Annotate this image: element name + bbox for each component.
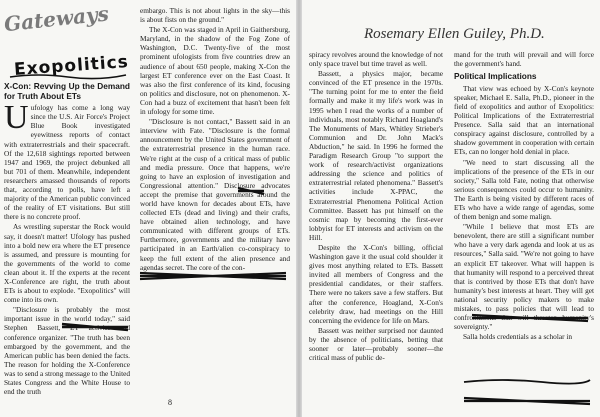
running-head-gateways: Gateways — [2, 1, 110, 37]
paragraph: That view was echoed by X-Con's keynote speaker, Michael E. Salla, Ph.D., pioneer in the field of exopolitics and author of Exopolitics: Political Implications of the Extraterrestrial Presence. Salla said that an international conspiracy against disclosure, controlled by a shadow government in cooperation with certain ETs, can no longer hold denial in place. — [454, 83, 594, 157]
right-column-1 — [309, 6, 443, 406]
running-head-author: Rosemary Ellen Guiley, Ph.D. — [364, 26, 545, 42]
paragraph: "Disclosure is not contact," Bassett said in an interview with Fate. "Disclosure is the formal announcement by the United States government of the extraterrestrial presence in the human race. We're right at the cusp of a critical mass of public and media pressure. Once that happens, we're going to have an explosion of investigation and Congressional attention." Disclosure advocates accept the premise that governments around the world have known for decades about ETs, have collected ETs (dead and living) and their crafts, have obtained alien technology, and have communicated with different groups of ETs. Furthermore, governments and the military have participated in an Earth/alien co-conspiracy to keep the full extent of the alien presence and agendas secret. The core of the con- — [140, 117, 290, 272]
handwritten-title-text: Exopolitics — [13, 52, 130, 80]
drop-cap: U — [4, 99, 29, 137]
paragraph: The X-Con was staged in April in Gaithersburg, Maryland, in the shadow of the Fog Zone of Washington, D.C. Twenty-five of the most prominent ufologists from five countries drew an audience of about 650 people, making X-Con the largest ET conference ever on the East Coast. It was also the first conference of its kind, focusing on politics and disclosure, not on phenomenon. X-Con had a buzz of excitement that hasn't been felt in ufology for some time. — [140, 25, 290, 117]
paragraph: mand for the truth will prevail and will force the government's hand. — [454, 50, 594, 69]
page-number-left: 8 — [168, 398, 172, 407]
paragraph: Despite the X-Con's billing, official Washington gave it the usual cold shoulder it gives most anything related to ETs. Bassett invited all members of Congress and the presidential candidates, or their staffers. There were no takers save a few staffers. But after the conference, Hoagland, X-Con's celebrity draw, had meetings on the Hill concerning the evidence for life on Mars. — [309, 242, 443, 325]
paragraph: embargo. This is not about lights in the sky—this is about fists on the ground." — [140, 6, 290, 25]
paragraph: spiracy revolves around the knowledge of not only space travel but time travel as well. — [309, 50, 443, 69]
paragraph: As wrestling superstar the Rock would say, it doesn't matter! Ufology has pushed into a bold new era where the ET presence is assumed, and pressure is mounting for the governments of the world to come clean about it. If the experts at the recent X-Conference are right, the truth about ETs is about to explode. "Exopolitics" will come into its own. — [4, 222, 130, 305]
paragraph: Uufology has come a long way since the U.S. Air Force's Project Blue Book investigated eyewitness reports of contact with extraterrestrials and their spacecraft. Of the 12,618 sightings reported between 1947 and 1969, the project debunked all but 701 of them. Meanwhile, independent researchers amassed thousands of reports that, according to polls, have left a majority of the American public convinced of the reality of ET visitations. But still there is no concrete proof. — [4, 99, 130, 222]
right-page — [302, 0, 600, 417]
paragraph: "While I believe that most ETs are benevolent, there are still a significant number who have a very dark agenda and look at us as resources," Salla said. "We're not going to have an explicit ET takeover. What will happen is that humanity will respond to a perceived threat that is contrived by those ETs that don't have humanity's best interests at heart. They will get national security policy makers to make mistakes, to pass policies that will lead to confrontations that will threaten humanity's sovereignty." — [454, 222, 594, 332]
section-heading: Political Implications — [454, 71, 537, 82]
paragraph: "We need to start discussing all the implications of the presence of the ETs in our society," Salla told Fate, noting that otherwise serious consequences could occur to humanity. The Earth is being visited by different races of ETs who have a wide range of agendas, some of them benign and some malign. — [454, 157, 594, 222]
paragraph: Bassett was neither surprised nor daunted by the absence of politicians, betting that sooner or later—probably sooner—the critical mass of public de- — [309, 325, 443, 363]
handwritten-title — [13, 52, 134, 80]
article-heading: X-Con: Revving Up the Demand for Truth About ETs — [4, 82, 130, 101]
right-column-2 — [454, 6, 594, 406]
paragraph: Salla holds credentials as a scholar in — [463, 332, 573, 342]
left-page — [0, 0, 296, 417]
left-column-1 — [4, 82, 130, 412]
paragraph: Bassett, a physics major, became convinced of the ET presence in the 1970s. "The turning point for me to enter the field formally and make it my life's work was in 1995 when I read the works of a number of individuals, most notably Richard Hoagland's The Monuments of Mars, Whitley Strieber's Communion and Dr. John Mack's Abduction," he said. In 1996 he formed the Paradigm Research Group "to support the work of research/activist organizations addressing the science and politics of extraterrestrial related phenomena." Bassett's activities include X-PPAC, the Extraterrestrial Phenomena Political Action Committee. Bassett has put himself on the cosmic map by becoming the first-ever lobbyist for ET interests and activism on the Hill. — [309, 69, 443, 242]
paragraph: "Disclosure is probably the most important issue in the world today," said Stephen Bassett, ET activist and conference organizer. "The truth has been embargoed by the government, and the American public has been denied the facts. The reason for holding the X-Conference was to send a strong message to the United States Congress and the White House to end the truth — [4, 305, 130, 397]
left-column-2 — [140, 6, 290, 401]
